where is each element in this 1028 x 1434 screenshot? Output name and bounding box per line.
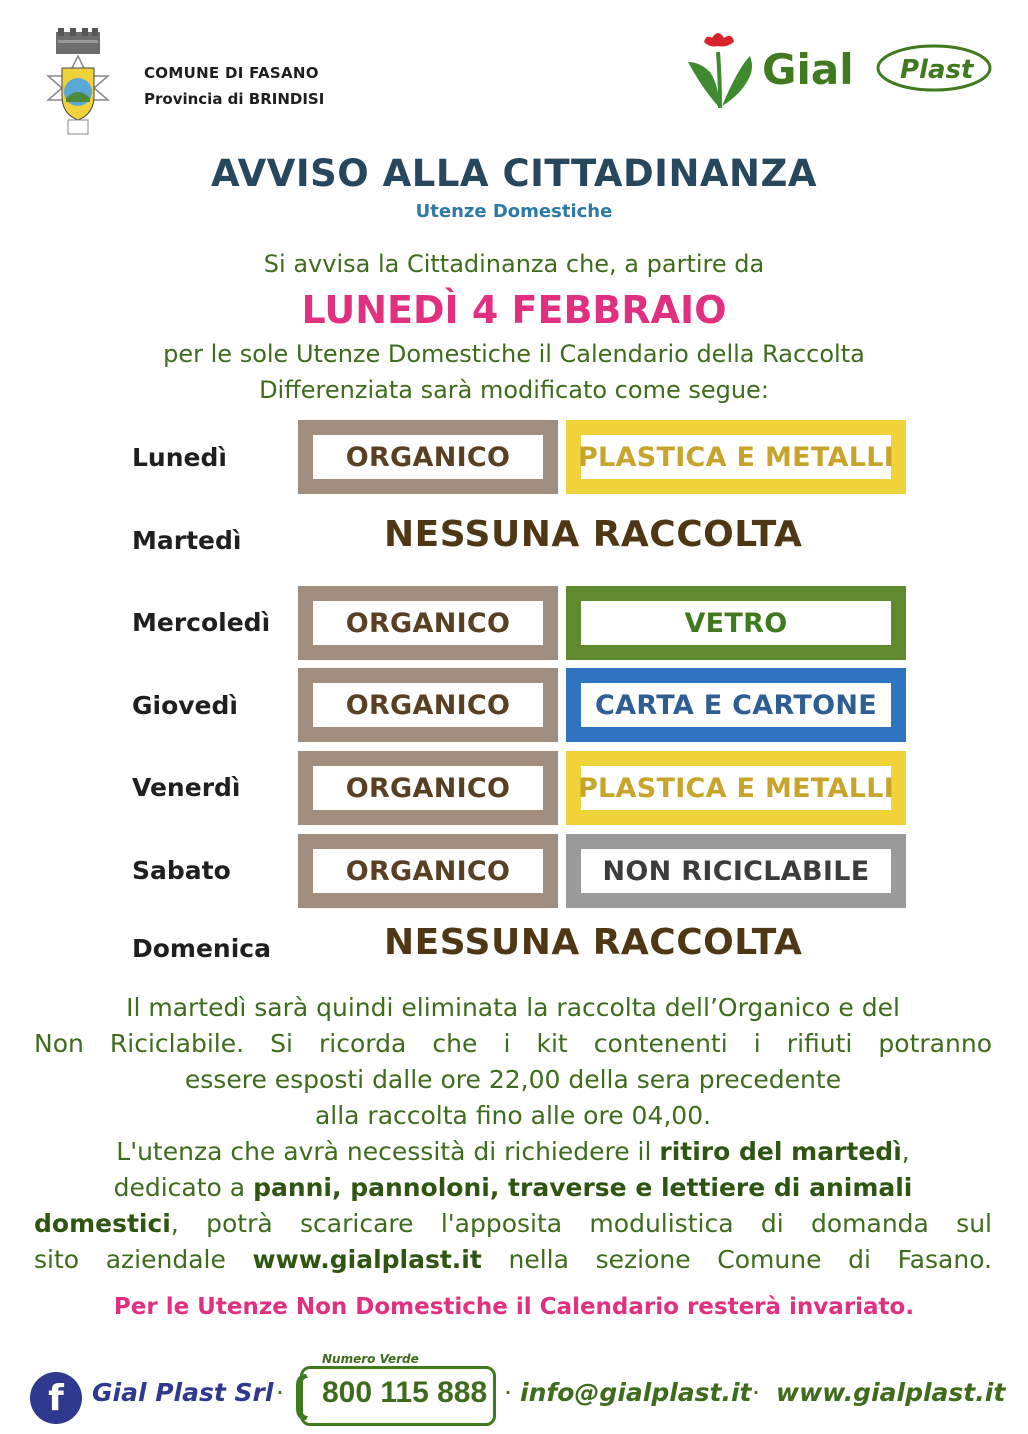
p2-line2 [34,1170,992,1206]
thursday-organico-box: ORGANICO [298,668,558,742]
separator: · [752,1378,760,1407]
separator: · [276,1378,284,1407]
paragraph-schedule-note [34,990,992,1134]
comune-line2: Provincia di BRINDISI [144,90,325,108]
website-link-inline[interactable]: www.gialplast.it [252,1245,482,1274]
sunday-no-collection: NESSUNA RACCOLTA [384,922,803,963]
comune-line1: COMUNE DI FASANO [144,64,319,82]
day-monday: Lunedì [132,443,227,472]
monday-plastica-box: PLASTICA E METALLI [566,420,906,494]
phone-icon [294,1372,310,1422]
wednesday-organico-box: ORGANICO [298,586,558,660]
comune-name [144,64,324,108]
friday-plastica-box: PLASTICA E METALLI [566,751,906,825]
day-friday: Venerdì [132,773,241,802]
comune-crest-logo [28,28,128,140]
p1-line3: essere esposti dalle ore 22,00 della sera precedente [184,1065,842,1094]
paragraph-tuesday-pickup [34,1134,992,1278]
day-wednesday: Mercoledì [132,608,271,637]
day-tuesday: Martedì [132,526,242,555]
logo-gial-text: Gial [762,45,854,94]
p2-bold-ritiro: ritiro del martedì [659,1137,902,1166]
day-sunday: Domenica [132,934,271,963]
saturday-non-riciclabile-box: NON RICICLABILE [566,834,906,908]
day-thursday: Giovedì [132,691,238,720]
non-domestic-note: Per le Utenze Non Domestiche il Calendario resterà invariato. [113,1294,915,1320]
p1-line4: alla raccolta fino alle ore 04,00. [314,1101,712,1130]
p1-line2: Non Riciclabile. Si ricorda che i kit contenenti i rifiuti potranno [34,1029,992,1058]
notice-date: LUNEDÌ 4 FEBBRAIO [301,288,727,332]
notice-title: AVVISO ALLA CITTADINANZA [211,152,817,195]
p1-line1: Il martedì sarà quindi eliminata la raccolta dell’Organico e del [126,993,900,1022]
p2-text-j: nella sezione Comune di Fasano. [481,1245,992,1274]
notice-intro2 [0,336,1028,408]
saturday-organico-box: ORGANICO [298,834,558,908]
email-link[interactable]: info@gialplast.it [520,1378,752,1407]
notice-subtitle: Utenze Domestiche [415,201,613,222]
p2-text-a: L'utenza che avrà necessità di richiedere il [116,1137,660,1166]
logo-plast-text: Plast [900,55,974,85]
website-link[interactable]: www.gialplast.it [776,1378,1006,1407]
facebook-icon[interactable]: f [30,1372,82,1424]
numero-verde-number[interactable]: 800 115 888 [322,1376,488,1409]
separator: · [504,1378,512,1407]
p2-text-h: sito aziendale [34,1245,253,1274]
p2-line3 [34,1206,992,1242]
monday-organico-box: ORGANICO [298,420,558,494]
thursday-carta-box: CARTA E CARTONE [566,668,906,742]
p2-text-c: , [901,1137,910,1166]
intro2-line1: per le sole Utenze Domestiche il Calendario della Raccolta [163,340,865,368]
p2-bold-domestici: domestici [34,1209,171,1238]
intro2-line2: Differenziata sarà modificato come segue: [259,376,769,404]
day-saturday: Sabato [132,856,231,885]
flower-icon [688,33,752,108]
p2-text-d: dedicato a [113,1173,254,1202]
tuesday-no-collection: NESSUNA RACCOLTA [384,514,803,555]
p2-text-g: , potrà scaricare l'apposita modulistica di domanda sul [170,1209,992,1238]
p2-line4 [34,1242,992,1278]
numero-verde-label: Numero Verde [322,1352,419,1366]
wednesday-vetro-box: VETRO [566,586,906,660]
p2-bold-items: panni, pannoloni, traverse e lettiere di animali [253,1173,913,1202]
facebook-page-name[interactable]: Gial Plast Srl [92,1378,274,1407]
gialplast-logo [680,28,1000,118]
friday-organico-box: ORGANICO [298,751,558,825]
notice-intro: Si avvisa la Cittadinanza che, a partire da [263,250,765,278]
p2-line1 [34,1134,992,1170]
